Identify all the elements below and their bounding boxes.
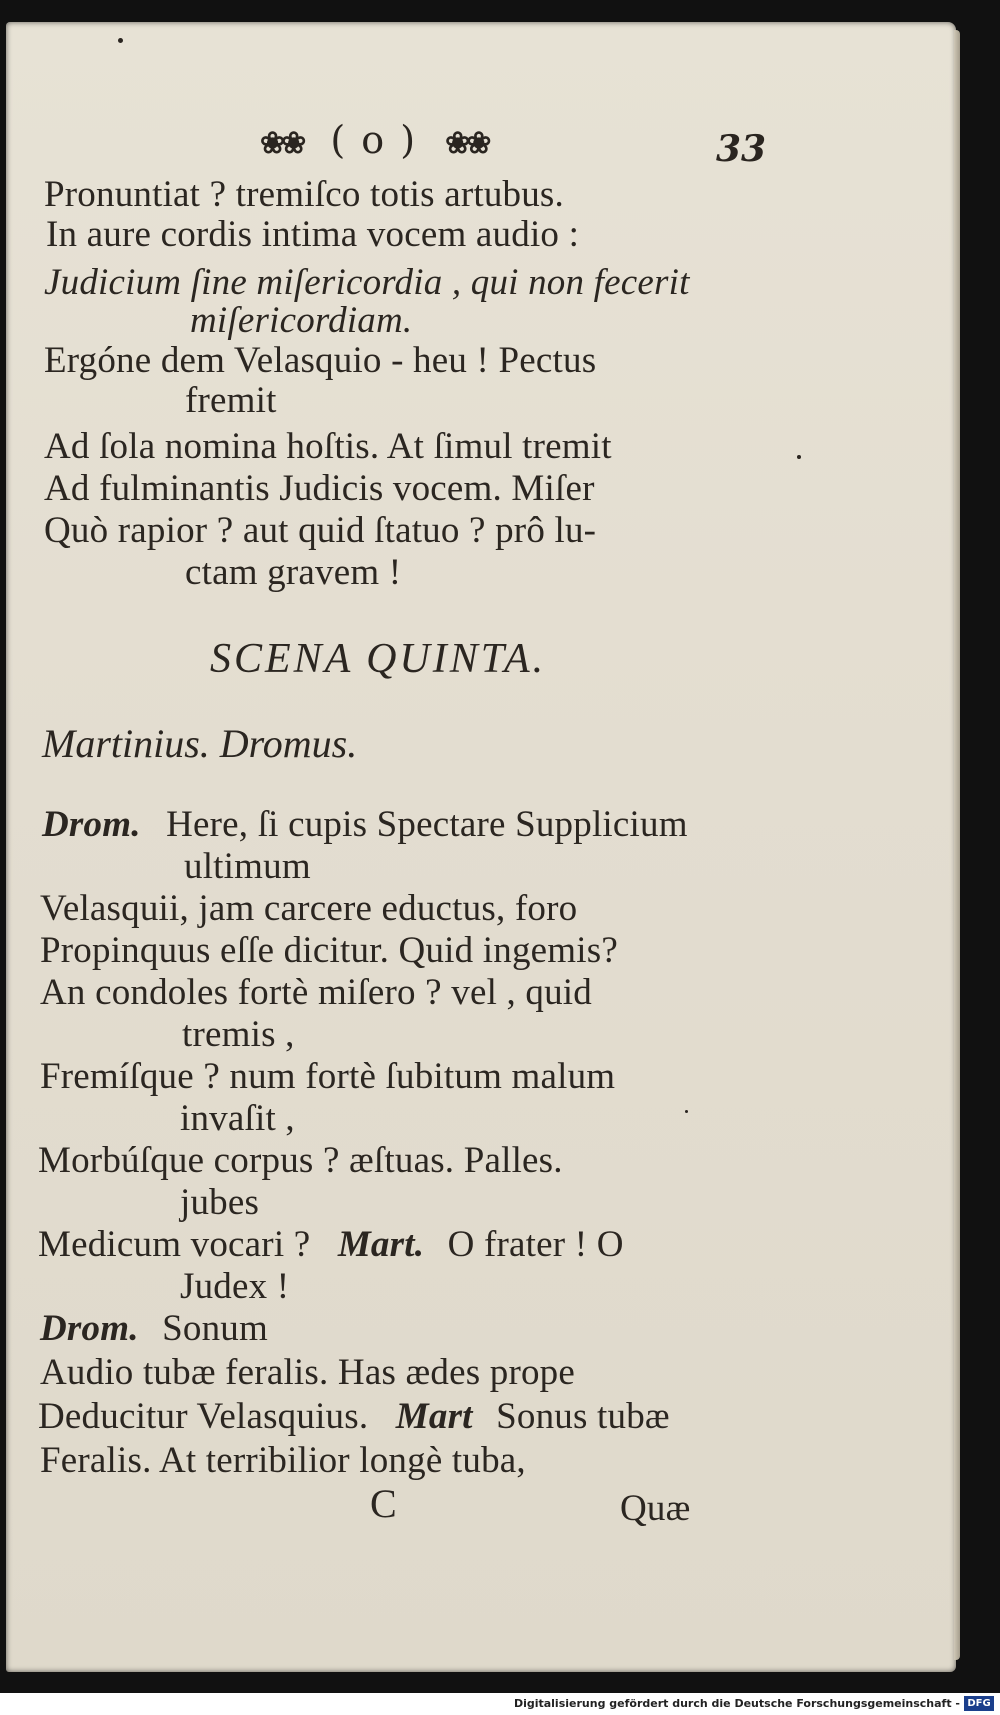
dialogue-line: Feralis. At terribilior longè tuba, [40, 1440, 526, 1481]
dialogue-line [42, 806, 688, 843]
dialogue-line: tremis , [182, 1014, 295, 1055]
dialogue-line [40, 1310, 268, 1347]
text-line: ctam gravem ! [185, 552, 402, 593]
speaker-label: Drom. [40, 1308, 139, 1349]
text-line: Ad ſola nomina hoſtis. At ſimul tremit [44, 426, 612, 467]
dialogue-line: An condoles fortè miſero ? vel , quid [40, 972, 592, 1013]
text-line-italic: Judicium ſine miſericordia , qui non fecerit [44, 262, 690, 303]
text-line: fremit [185, 380, 277, 421]
page-edge [954, 30, 960, 1660]
speaker-label: Drom. [42, 804, 141, 845]
dialogue-text: Sonum [162, 1308, 268, 1349]
dialogue-text: Deducitur Velasquius. [38, 1396, 369, 1437]
ink-spot [797, 455, 801, 459]
running-header [260, 118, 487, 162]
right-ornament-icon: ❀❀ [445, 126, 488, 161]
dialogue-line: Morbúſque corpus ? æſtuas. Palles. [38, 1140, 563, 1181]
dialogue-line: Audio tubæ feralis. Has ædes prope [40, 1352, 575, 1393]
signature-mark: C [370, 1481, 397, 1526]
footer-bar [0, 1693, 1000, 1715]
ink-spot [685, 1110, 688, 1113]
dialogue-line [38, 1398, 670, 1435]
dialogue-line: jubes [180, 1182, 260, 1223]
text-line-italic: miſericordiam. [190, 300, 413, 341]
dfg-logo: DFG [964, 1696, 994, 1711]
header-center-mark: ( o ) [330, 118, 418, 162]
speaker-label: Mart. [337, 1224, 425, 1265]
dialogue-line: Judex ! [180, 1266, 290, 1307]
dialogue-line: Fremíſque ? num fortè ſubitum malum [40, 1056, 616, 1097]
dialogue-text: Medicum vocari ? [38, 1224, 311, 1265]
text-line: Ergóne dem Velasquio - heu ! Pectus [44, 340, 597, 381]
page-number: 33 [716, 128, 767, 170]
footer-credit: Digitalisierung gefördert durch die Deutsche Forschungsgemeinschaft - [513, 1697, 960, 1710]
dialogue-line [38, 1226, 624, 1263]
dialogue-line: invaſit , [180, 1098, 295, 1139]
ink-spot [118, 38, 123, 43]
dialogue-line: Velasquii, jam carcere eductus, foro [40, 888, 578, 929]
left-ornament-icon: ❀❀ [260, 126, 303, 161]
text-line: Quò rapior ? aut quid ſtatuo ? prô lu- [44, 510, 597, 551]
dialogue-line: Propinquus eſſe dicitur. Quid ingemis? [40, 930, 618, 971]
dialogue-text: Here, ſi cupis Spectare Supplicium [166, 804, 688, 845]
dialogue-line: ultimum [184, 846, 311, 887]
catchword: Quæ [620, 1488, 691, 1529]
text-line: In aure cordis intima vocem audio : [46, 214, 580, 255]
dialogue-text: O frater ! O [447, 1224, 624, 1265]
scene-title: SCENA QUINTA. [210, 636, 547, 682]
dramatis-personae: Martinius. Dromus. [42, 721, 358, 766]
text-line: Ad fulminantis Judicis vocem. Miſer [44, 468, 595, 509]
dialogue-text: Sonus tubæ [496, 1396, 670, 1437]
speaker-label: Mart [395, 1396, 473, 1437]
text-line: Pronuntiat ? tremiſco totis artubus. [44, 174, 564, 215]
